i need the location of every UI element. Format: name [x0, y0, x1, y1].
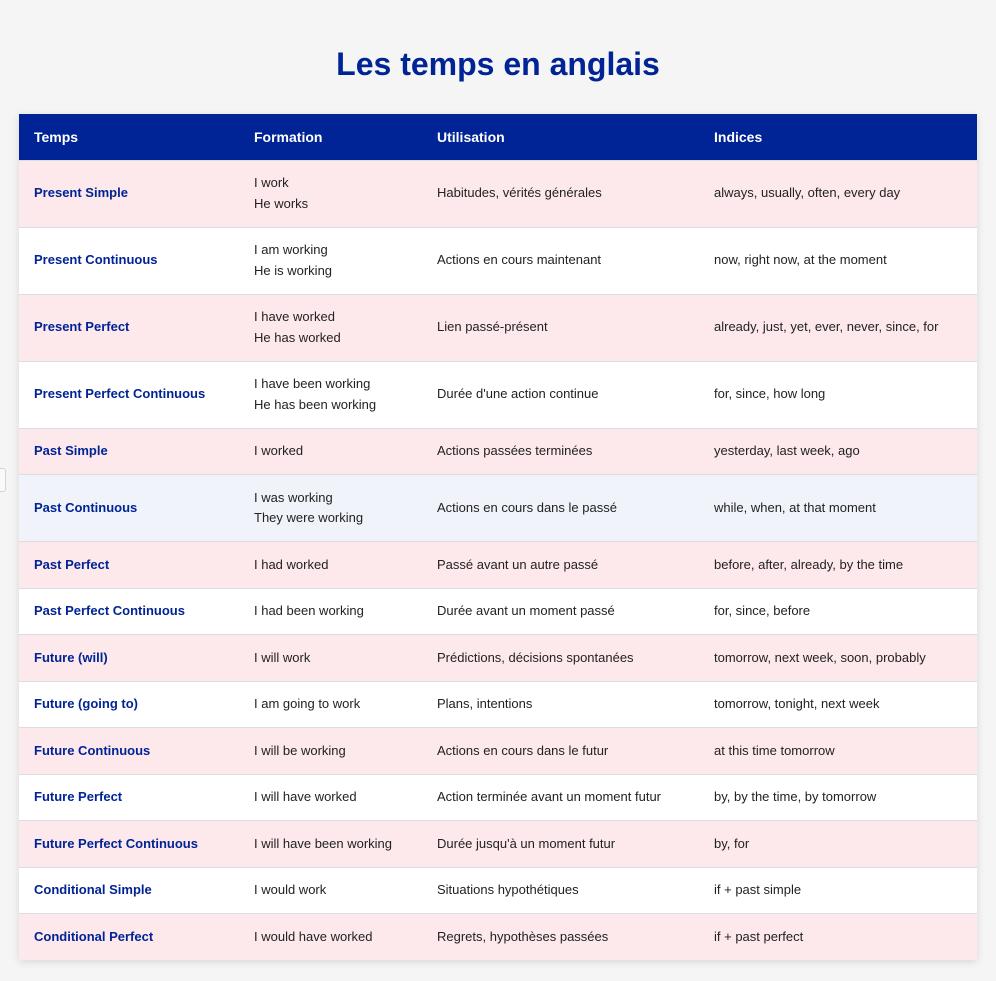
cell-utilisation: Durée avant un moment passé [422, 588, 699, 635]
cell-utilisation: Durée jusqu'à un moment futur [422, 821, 699, 868]
cell-temps: Present Perfect [19, 294, 239, 361]
cell-formation [239, 475, 422, 542]
formation-line: I work [254, 175, 289, 190]
table-row[interactable] [19, 428, 977, 475]
cell-utilisation: Passé avant un autre passé [422, 542, 699, 589]
cell-utilisation: Action terminée avant un moment futur [422, 774, 699, 821]
table-row[interactable] [19, 227, 977, 294]
cell-utilisation: Actions en cours dans le futur [422, 728, 699, 775]
cell-indices: by, for [699, 821, 977, 868]
tenses-table [19, 114, 977, 960]
cell-formation [239, 774, 422, 821]
formation-line: I would have worked [254, 928, 373, 944]
cell-utilisation: Actions passées terminées [422, 428, 699, 475]
cell-formation [239, 635, 422, 682]
cell-formation [239, 867, 422, 914]
table-header [19, 114, 977, 160]
cell-formation [239, 588, 422, 635]
table-row[interactable] [19, 728, 977, 775]
cell-formation [239, 542, 422, 589]
formation-line: I had been working [254, 603, 364, 618]
cell-temps: Present Continuous [19, 227, 239, 294]
cell-formation [239, 294, 422, 361]
cell-indices: for, since, how long [699, 361, 977, 428]
cell-temps: Future (going to) [19, 681, 239, 728]
cell-utilisation: Actions en cours dans le passé [422, 475, 699, 542]
table-row[interactable] [19, 635, 977, 682]
cell-indices: for, since, before [699, 588, 977, 635]
cell-formation [239, 428, 422, 475]
formation-line: I will be working [254, 742, 346, 758]
formation-line: He is working [254, 262, 333, 278]
table-row[interactable] [19, 294, 977, 361]
formation-line: He has been working [254, 396, 377, 412]
cell-temps: Past Simple [19, 428, 239, 475]
edge-handle [0, 468, 6, 492]
cell-temps: Conditional Perfect [19, 914, 239, 960]
cell-formation [239, 227, 422, 294]
header-temps: Temps [19, 114, 239, 160]
table-row[interactable] [19, 681, 977, 728]
table-row[interactable] [19, 821, 977, 868]
cell-formation [239, 160, 422, 227]
table-row[interactable] [19, 774, 977, 821]
cell-temps: Past Perfect Continuous [19, 588, 239, 635]
tenses-table-container [19, 114, 977, 960]
formation-line: I am working [254, 242, 328, 257]
table-body [19, 160, 977, 960]
cell-temps: Conditional Simple [19, 867, 239, 914]
cell-temps: Future Continuous [19, 728, 239, 775]
table-row[interactable] [19, 542, 977, 589]
cell-utilisation: Plans, intentions [422, 681, 699, 728]
page-title: Les temps en anglais [336, 46, 660, 82]
cell-formation [239, 914, 422, 960]
table-row[interactable] [19, 361, 977, 428]
formation-line: I will have worked [254, 789, 357, 804]
table-row[interactable] [19, 867, 977, 914]
cell-temps: Present Perfect Continuous [19, 361, 239, 428]
formation-line: They were working [254, 510, 364, 525]
cell-indices: at this time tomorrow [699, 728, 977, 775]
table-row[interactable] [19, 475, 977, 542]
formation-line: I am going to work [254, 696, 361, 711]
cell-utilisation: Lien passé-présent [422, 294, 699, 361]
formation-line: I had worked [254, 556, 329, 572]
cell-formation [239, 361, 422, 428]
cell-utilisation: Situations hypothétiques [422, 867, 699, 914]
cell-indices: now, right now, at the moment [699, 227, 977, 294]
cell-utilisation: Regrets, hypothèses passées [422, 914, 699, 960]
formation-line: He has worked [254, 329, 341, 345]
cell-temps: Future Perfect [19, 774, 239, 821]
formation-line: I have worked [254, 309, 335, 324]
formation-line: I would work [254, 882, 327, 897]
cell-utilisation: Actions en cours maintenant [422, 227, 699, 294]
cell-utilisation: Prédictions, décisions spontanées [422, 635, 699, 682]
formation-line: I will have been working [254, 835, 393, 851]
table-row[interactable] [19, 914, 977, 960]
formation-line: I have been working [254, 376, 371, 391]
cell-formation [239, 728, 422, 775]
formation-line: I worked [254, 443, 304, 458]
cell-indices: already, just, yet, ever, never, since, for [699, 294, 977, 361]
formation-line: He works [254, 195, 309, 211]
cell-indices: if + past perfect [699, 914, 977, 960]
table-row[interactable] [19, 160, 977, 227]
cell-temps: Present Simple [19, 160, 239, 227]
header-indices: Indices [699, 114, 977, 160]
cell-indices: by, by the time, by tomorrow [699, 774, 977, 821]
formation-line: I was working [254, 489, 333, 505]
cell-formation [239, 681, 422, 728]
cell-indices: tomorrow, tonight, next week [699, 681, 977, 728]
formation-line: I will work [254, 649, 311, 665]
cell-indices: always, usually, often, every day [699, 160, 977, 227]
cell-utilisation: Durée d'une action continue [422, 361, 699, 428]
cell-formation [239, 821, 422, 868]
cell-temps: Past Perfect [19, 542, 239, 589]
header-utilisation: Utilisation [422, 114, 699, 160]
table-row[interactable] [19, 588, 977, 635]
cell-indices: before, after, already, by the time [699, 542, 977, 589]
cell-indices: yesterday, last week, ago [699, 428, 977, 475]
header-formation: Formation [239, 114, 422, 160]
cell-indices: tomorrow, next week, soon, probably [699, 635, 977, 682]
cell-indices: if + past simple [699, 867, 977, 914]
cell-temps: Future (will) [19, 635, 239, 682]
cell-temps: Future Perfect Continuous [19, 821, 239, 868]
cell-indices: while, when, at that moment [699, 475, 977, 542]
cell-temps: Past Continuous [19, 475, 239, 542]
cell-utilisation: Habitudes, vérités générales [422, 160, 699, 227]
